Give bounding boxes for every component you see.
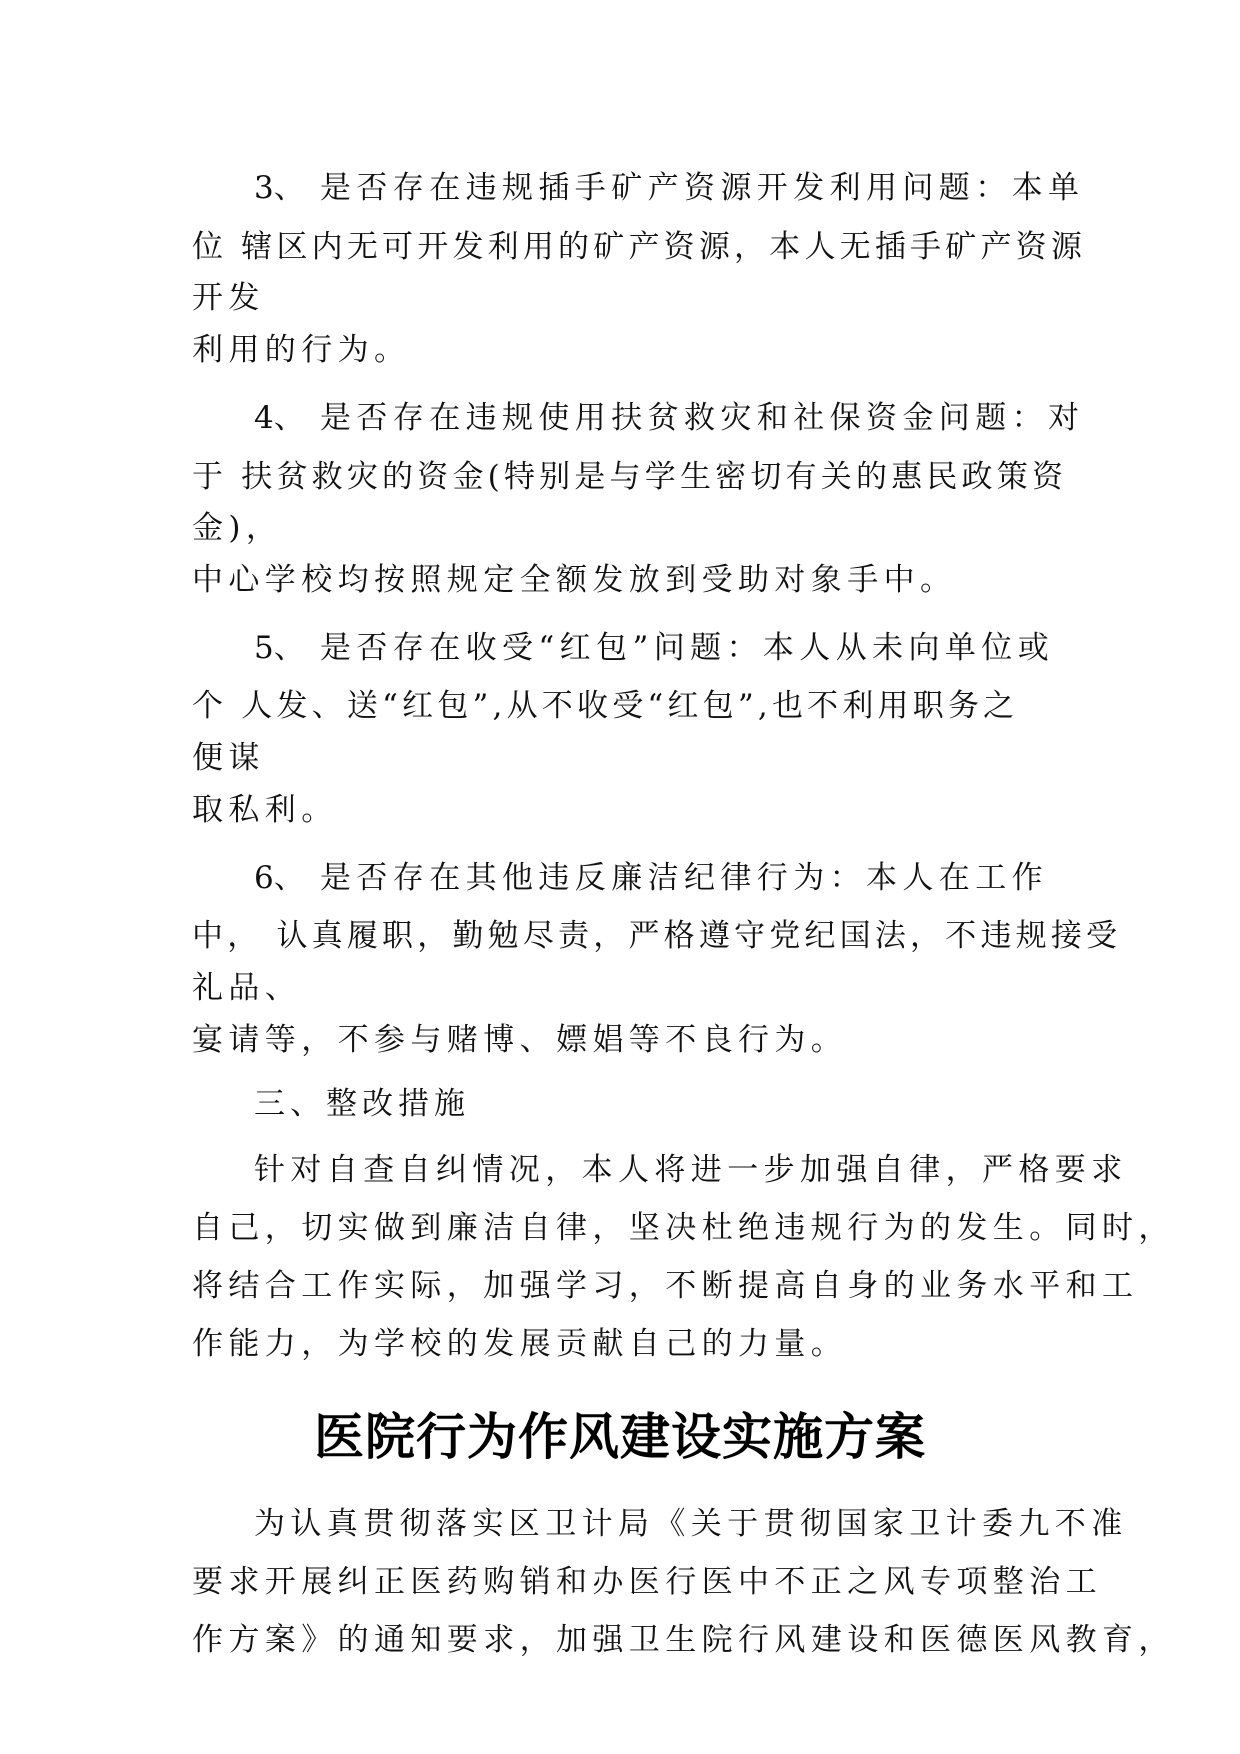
item-5-line-1: 5、 是否存在收受“红包”问题：本人从未向单位或: [254, 630, 1055, 666]
document-title: 医院行为作风建设实施方案: [314, 1408, 926, 1466]
item-5-line-3: 便谋: [192, 740, 265, 776]
item-4-line-2: 于 扶贫救灾的资金(特别是与学生密切有关的惠民政策资: [192, 459, 1068, 495]
item-5-line-4: 取私利。: [192, 792, 338, 828]
item-5-line-2: 个 人发、送“红包”,从不收受“红包”,也不利用职务之: [192, 688, 1019, 724]
item-4-number: 4、: [254, 400, 305, 436]
item-5-number: 5、: [254, 630, 305, 666]
item-3-line-1: 3、 是否存在违规插手矿产资源开发利用问题：本单: [254, 170, 1085, 206]
item-6-number: 6、: [254, 860, 305, 896]
section-3-heading: 三、整改措施: [254, 1086, 470, 1122]
item-3-line-4: 利用的行为。: [192, 332, 411, 368]
item-3-line-2: 位 辖区内无可开发利用的矿产资源，本人无插手矿产资源: [192, 229, 1087, 265]
section-3-line-3: 将结合工作实际，加强学习，不断提高自身的业务水平和工: [192, 1268, 1139, 1304]
item-3-number: 3、: [254, 170, 305, 206]
item-6-line-3: 礼品、: [192, 970, 302, 1006]
section-3-line-2: 自己，切实做到廉洁自律，坚决杜绝违规行为的发生。同时，: [192, 1210, 1175, 1246]
item-4-line-4: 中心学校均按照规定全额发放到受助对象手中。: [192, 562, 957, 598]
intro-line-3: 作方案》的通知要求，加强卫生院行风建设和医德医风教育，: [192, 1622, 1175, 1658]
section-3-line-1: 针对自查自纠情况，本人将进一步加强自律，严格要求: [254, 1152, 1128, 1188]
item-6-line-4: 宴请等，不参与赌博、嫖娼等不良行为。: [192, 1022, 848, 1058]
item-4-line-3: 金)，: [192, 510, 283, 546]
item-4-line-1: 4、 是否存在违规使用扶贫救灾和社保资金问题：对: [254, 400, 1085, 436]
item-6-line-1: 6、 是否存在其他违反廉洁纪律行为：本人在工作: [254, 860, 1048, 896]
item-6-line-2: 中， 认真履职，勤勉尽责，严格遵守党纪国法，不违规接受: [192, 918, 1122, 954]
section-3-line-4: 作能力，为学校的发展贡献自己的力量。: [192, 1326, 848, 1362]
intro-line-1: 为认真贯彻落实区卫计局《关于贯彻国家卫计委九不准: [254, 1506, 1128, 1542]
intro-line-2: 要求开展纠正医药购销和办医行医中不正之风专项整治工: [192, 1564, 1102, 1600]
item-3-line-3: 开发: [192, 280, 265, 316]
